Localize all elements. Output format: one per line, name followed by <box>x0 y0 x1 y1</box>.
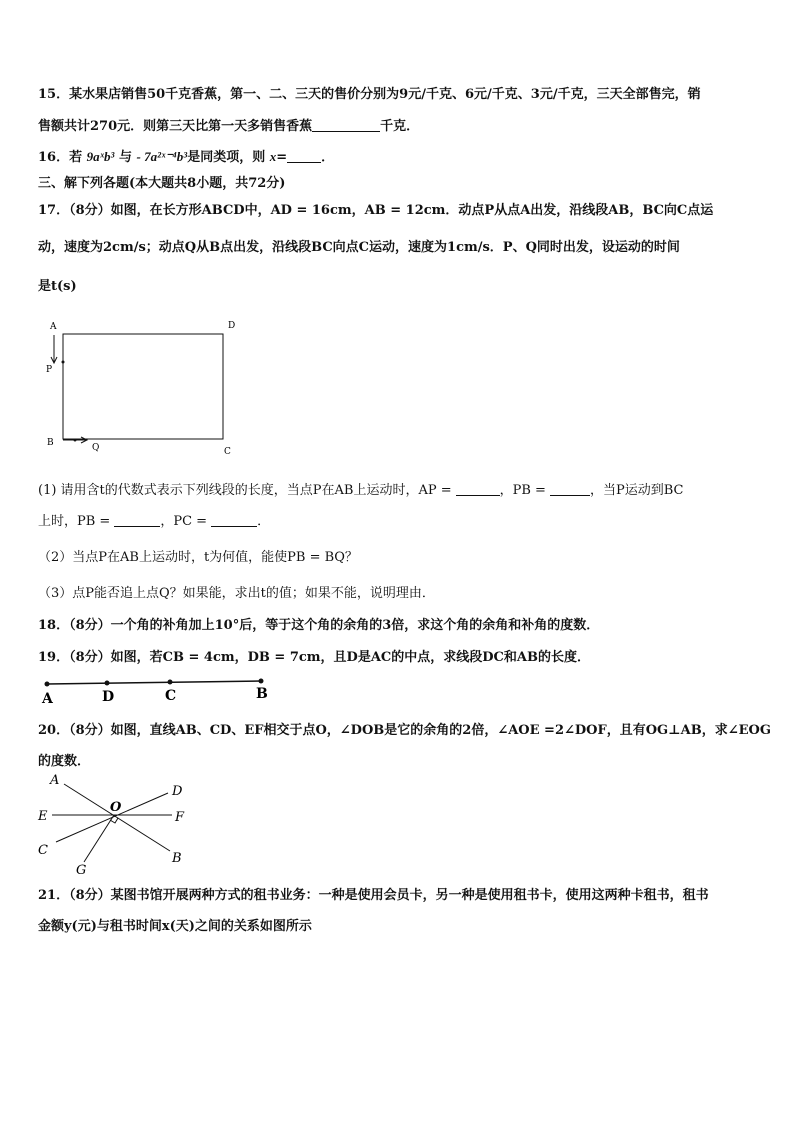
label-b-19: B <box>256 686 268 702</box>
q18: 18．（8分）一个角的补角加上10°后，等于这个角的余角的3倍，求这个角的余角和补角的度数． <box>38 618 600 633</box>
q15-unit: 千克． <box>380 119 420 134</box>
q17-sub1-text-d: 上时，PB = <box>38 514 111 529</box>
q16-post: 是同类项，则 <box>187 150 266 165</box>
label-f-20: F <box>175 810 185 825</box>
q16-end: ． <box>321 150 335 165</box>
q21-line1: 21．（8分）某图书馆开展两种方式的租书业务：一种是使用会员卡，另一种是使用租书卡，使用这两种卡租书，租书 <box>38 888 709 903</box>
label-p: P <box>46 365 53 375</box>
q19: 19．（8分）如图，若CB = 4cm，DB = 7cm，且D是AC的中点，求线段DC和AB的长度． <box>38 650 590 665</box>
q17-sub1-text-e: ，PC = <box>160 514 208 529</box>
label-o-20: O <box>110 800 122 815</box>
ray-og <box>84 815 114 862</box>
label-a-19: A <box>42 691 53 707</box>
line-ab <box>64 784 170 851</box>
label-c-20: C <box>38 843 48 858</box>
q17-line2: 动，速度为2cm/s；动点Q从B点出发，沿线段BC向点C运动，速度为1cm/s．P、Q同时出发，设运动的时间 <box>38 240 680 255</box>
label-a-20: A <box>50 773 60 788</box>
label-e-20: E <box>38 809 48 824</box>
label-g-20: G <box>76 863 87 878</box>
q16-mid: 与 <box>118 150 132 165</box>
q16-var: x <box>269 149 277 164</box>
label-c: C <box>224 447 231 457</box>
label-c-19: C <box>165 688 177 704</box>
q20-line1: 20．（8分）如图，直线AB、CD、EF相交于点O，∠DOB是它的余角的2倍，∠AOE =2∠DOF，且有OG⊥AB，求∠EOG <box>38 723 771 738</box>
q16-term1: 9aˣb³ <box>86 149 115 164</box>
label-b: B <box>47 438 54 448</box>
q17-sub1-text-b: ，PB = <box>499 483 546 498</box>
q16-eq: = <box>276 150 288 165</box>
label-b-20: B <box>172 851 182 866</box>
q17-sub3: （3）点P能否追上点Q？如果能，求出t的值；如果不能，说明理由． <box>38 586 435 601</box>
q15-line2-text: 售额共计270元．则第三天比第一天多销售香蕉 <box>38 119 313 134</box>
label-q: Q <box>92 443 100 453</box>
q17-sub1-text-a: (1) 请用含t的代数式表示下列线段的长度，当点P在AB上运动时，AP = <box>38 483 452 498</box>
q16-pre: 16．若 <box>38 150 83 165</box>
q20-line2: 的度数． <box>38 754 91 769</box>
label-d: D <box>228 321 236 331</box>
q17-sub1-text-c: ，当P运动到BC <box>589 483 684 498</box>
q17-line3: 是t(s) <box>38 279 77 294</box>
section-heading: 三、解下列各题(本大题共8小题，共72分) <box>38 176 286 191</box>
label-d-19: D <box>102 689 115 705</box>
q17-sub1-text-f: ． <box>257 514 271 529</box>
q17-line1: 17．（8分）如图，在长方形ABCD中，AD = 16cm，AB = 12cm．动点P从点A出发，沿线段AB，BC向C点运 <box>38 203 714 218</box>
q17-sub2: （2）当点P在AB上运动时，t为何值，能使PB = BQ？ <box>38 550 358 565</box>
label-d-20: D <box>172 784 183 799</box>
label-a: A <box>50 322 57 332</box>
q15-line1: 15．某水果店销售50千克香蕉，第一、二、三天的售价分别为9元/千克、6元/千克、3元/千克，三天全部售完，销 <box>38 87 701 102</box>
q16-term2: - 7a²ˣ⁻⁴b³ <box>136 149 188 164</box>
q21-line2: 金额y(元)与租书时间x(天)之间的关系如图所示 <box>38 919 312 934</box>
